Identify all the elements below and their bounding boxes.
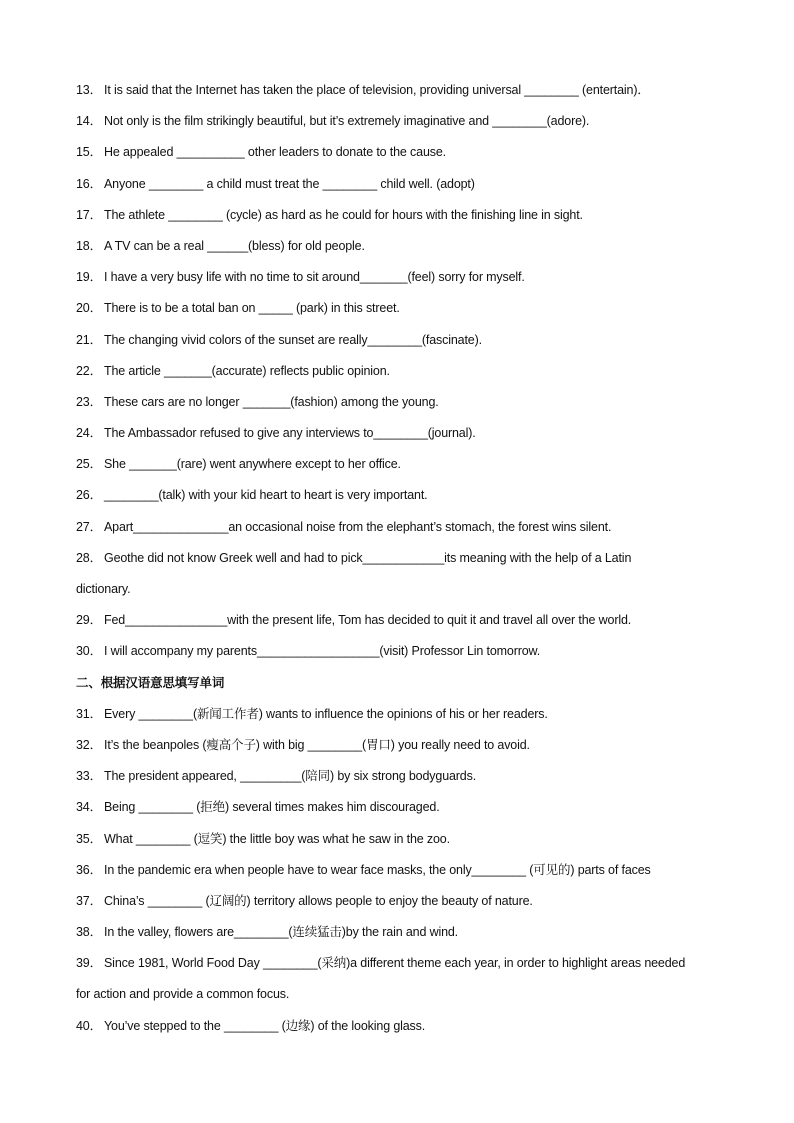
question-text: Anyone ________ a child must treat the ________ child well. (adopt) — [104, 176, 475, 191]
question-text: The changing vivid colors of the sunset are really________(fascinate). — [104, 332, 482, 347]
question-item — [0, 75, 794, 106]
question-text: What ________ (逗笑) the little boy was what he saw in the zoo. — [104, 831, 450, 846]
question-text: I have a very busy life with no time to sit around_______(feel) sorry for myself. — [104, 270, 525, 285]
question-number: 26． — [76, 488, 102, 503]
question-number: 34． — [76, 800, 102, 815]
question-text: The president appeared, _________(陪同) by six strong bodyguards. — [104, 769, 477, 784]
question-number: 38． — [76, 925, 102, 940]
question-text: In the valley, flowers are________(连续猛击)by the rain and wind. — [104, 925, 458, 940]
question-continuation: dictionary. — [76, 582, 131, 596]
question-text: Not only is the film strikingly beautiful, but it’s extremely imaginative and ________(adore). — [104, 114, 590, 129]
question-number: 33． — [76, 769, 102, 784]
question-item — [0, 106, 794, 137]
question-item — [0, 387, 794, 418]
question-item — [0, 231, 794, 262]
question-number: 29． — [76, 613, 102, 628]
question-text: These cars are no longer _______(fashion) among the young. — [104, 394, 439, 409]
question-number: 17． — [76, 207, 102, 222]
question-text: She _______(rare) went anywhere except to her office. — [104, 457, 401, 472]
question-number: 19． — [76, 270, 102, 285]
question-text: You’ve stepped to the ________ (边缘) of the looking glass. — [104, 1018, 426, 1033]
question-text: It is said that the Internet has taken the place of television, providing universal ________ (entertain)． — [104, 83, 650, 97]
question-item — [0, 824, 794, 855]
question-list — [0, 75, 794, 1042]
question-item — [0, 948, 794, 979]
question-item — [0, 293, 794, 324]
question-number: 20． — [76, 301, 102, 316]
question-number: 25． — [76, 457, 102, 472]
question-number: 27． — [76, 519, 102, 534]
question-text: Apart______________an occasional noise from the elephant’s stomach, the forest wins silent. — [104, 519, 612, 534]
question-number: 35． — [76, 831, 102, 846]
question-number: 40． — [76, 1018, 102, 1033]
question-item — [0, 543, 794, 574]
question-item — [0, 449, 794, 480]
question-item — [0, 512, 794, 543]
question-number: 15． — [76, 145, 102, 160]
question-item — [0, 480, 794, 511]
question-text: In the pandemic era when people have to wear face masks, the only________ (可见的) parts of faces — [104, 862, 651, 877]
question-text: Being ________ (拒绝) several times makes him discouraged. — [104, 800, 440, 815]
question-number: 30． — [76, 644, 102, 659]
question-item — [0, 730, 794, 761]
question-item — [0, 325, 794, 356]
question-number: 21． — [76, 332, 102, 347]
question-number: 23． — [76, 394, 102, 409]
question-text: The Ambassador refused to give any interviews to________(journal). — [104, 426, 476, 441]
question-number: 22． — [76, 363, 102, 378]
question-item — [0, 200, 794, 231]
question-number: 37． — [76, 893, 102, 908]
question-item — [0, 917, 794, 948]
question-item — [0, 356, 794, 387]
question-item — [0, 605, 794, 636]
question-text: The athlete ________ (cycle) as hard as he could for hours with the finishing line in sight. — [104, 207, 583, 222]
question-number: 24． — [76, 426, 102, 441]
question-text: ________(talk) with your kid heart to heart is very important. — [104, 488, 428, 503]
question-text: A TV can be a real ______(bless) for old people. — [104, 238, 365, 253]
question-text: It’s the beanpoles (瘦高个子) with big ________(胃口) you really need to avoid. — [104, 737, 530, 752]
question-item — [0, 137, 794, 168]
question-text: Every ________(新闻工作者) wants to influence the opinions of his or her readers. — [104, 706, 548, 721]
question-number: 31． — [76, 706, 102, 721]
question-number: 36． — [76, 862, 102, 877]
question-number: 28． — [76, 550, 102, 565]
question-number: 13． — [76, 83, 102, 97]
question-item — [0, 699, 794, 730]
question-item — [0, 636, 794, 667]
question-number: 16． — [76, 176, 102, 191]
question-item — [0, 886, 794, 917]
question-text: Geothe did not know Greek well and had to pick____________its meaning with the help of a Latin — [104, 550, 632, 565]
section-heading: 二、根据汉语意思填写单词 — [76, 675, 225, 690]
question-text: The article _______(accurate) reflects public opinion. — [104, 363, 390, 378]
question-text: Since 1981, World Food Day ________(采纳)a different theme each year, in order to highlight areas needed — [104, 956, 686, 971]
question-text: There is to be a total ban on _____ (park) in this street. — [104, 301, 400, 316]
question-item — [0, 1011, 794, 1042]
question-item — [0, 761, 794, 792]
question-item — [0, 855, 794, 886]
question-continuation: for action and provide a common focus. — [76, 987, 290, 1002]
question-number: 39． — [76, 956, 102, 971]
question-number: 14． — [76, 114, 102, 129]
question-number: 18． — [76, 238, 102, 253]
question-item — [0, 262, 794, 293]
question-item — [0, 418, 794, 449]
question-text: Fed_______________with the present life, Tom has decided to quit it and travel all over the world. — [104, 613, 632, 628]
question-text: He appealed __________ other leaders to donate to the cause. — [104, 145, 446, 160]
question-item — [0, 792, 794, 823]
question-item — [0, 169, 794, 200]
question-text: China’s ________ (辽阔的) territory allows people to enjoy the beauty of nature. — [104, 893, 533, 908]
question-number: 32． — [76, 737, 102, 752]
question-text: I will accompany my parents__________________(visit) Professor Lin tomorrow. — [104, 644, 541, 659]
